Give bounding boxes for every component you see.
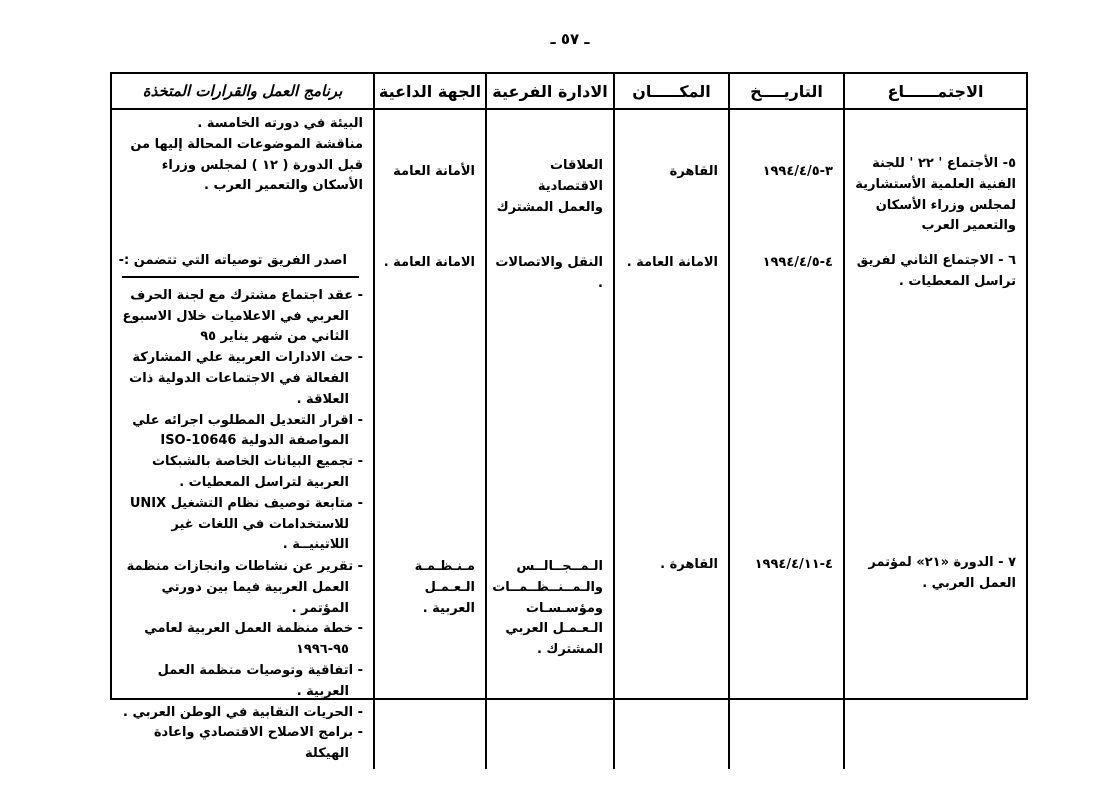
- place-cell: [613, 545, 728, 769]
- page-number: ـ ٥٧ ـ: [550, 30, 590, 48]
- inviting-entity-cell: [373, 245, 485, 545]
- inviting-entity: الأمانة العامة: [393, 164, 475, 179]
- date-cell: [728, 110, 843, 245]
- sub-admin: الـمــجــالــس والـمــنــظــمــات ومؤسـسـات الـعـمـل العربي المشترك .: [492, 559, 603, 658]
- sub-admin: النقل والاتصالات .: [495, 255, 603, 291]
- meetings-table: [110, 72, 1028, 762]
- sub-admin: العلاقات الاقتصادية والعمل المشترك: [496, 158, 603, 215]
- sub-admin-cell: [485, 545, 613, 769]
- place-cell: [613, 245, 728, 545]
- program-item: - تقرير عن نشاطات وانجازات منظمة العمل العربية فيما بين دورتي المؤتمر .: [126, 559, 363, 616]
- date-cell: [728, 545, 843, 769]
- program-items-list: [118, 557, 363, 765]
- sub-admin-cell: [485, 245, 613, 545]
- place-cell: [613, 110, 728, 245]
- program-item: - متابعة توصيف نظام التشغيل UNIX للاستخدامات في اللغات غير اللاتينيــة .: [129, 495, 363, 553]
- header-cell-meeting: الاجتمــــــاع: [843, 74, 1026, 108]
- program-item: - حث الادارات العربية علي المشاركة الفعالة في الاجتماعات الدولية ذات العلاقة .: [129, 350, 363, 407]
- meeting-title: ٦ - الاجتماع الثاني لفريق تراسل المعطيات .: [856, 253, 1016, 289]
- carryover-text: البيئة في دورته الخامسة .: [197, 116, 363, 131]
- meeting-title: ٥- الأجتماع ' ٢٢ ' للجنة الفنية العلمية الأستشارية لمجلس وزراء الأسكان والتعمير العرب: [855, 156, 1016, 234]
- program-item: - عقد اجتماع مشترك مع لجنة الحرف العربي في الاعلاميات خلال الاسبوع الثاني من شهر يناير ٩٥: [122, 287, 363, 345]
- date-cell: [728, 245, 843, 545]
- sub-admin-cell: [485, 110, 613, 245]
- header-cell-sub-admin: الادارة الفرعية: [485, 74, 613, 108]
- table-header-row: [112, 74, 1026, 110]
- program-item: - تجميع البيانات الخاصة بالشبكات العربية لتراسل المعطيات .: [151, 454, 363, 490]
- program-items-list: [118, 286, 363, 556]
- header-cell-program: برنامج العمل والقرارات المتخذة: [142, 82, 343, 100]
- program-intro: مناقشة الموضوعات المحالة إليها من قبل الدورة ( ١٢ ) لمجلس وزراء الأسكان والتعمير العرب .: [130, 136, 363, 194]
- program-item: - اتفاقية وتوصيات منظمة العمل العربية .: [157, 662, 363, 699]
- program-intro: اصدر الفريق توصياته التي تتضمن :-: [118, 253, 347, 268]
- program-item: - برامج الاصلاح الاقتصادي واعادة الهيكلة: [153, 725, 363, 762]
- meeting-place: القاهرة .: [660, 557, 718, 572]
- inviting-entity: الامانة العامة .: [383, 255, 475, 270]
- program-item: - الحريات النقابية في الوطن العربي .: [123, 704, 363, 720]
- program-cell: [112, 545, 373, 769]
- meeting-date: ١٩٩٤/٤/٥-٤: [762, 255, 833, 270]
- recommendations-underline: [122, 276, 359, 278]
- meeting-title: ٧ - الدورة «٢١» لمؤتمر العمل العربي .: [868, 555, 1016, 591]
- meeting-place: الامانة العامة .: [626, 255, 718, 270]
- meeting-cell: [843, 545, 1026, 769]
- inviting-entity: مـنـظـمـة الـعـمـل العربية .: [414, 559, 475, 616]
- header-cell-date: التاريــــخ: [728, 74, 843, 108]
- meeting-date: ١٩٩٤/٤/٥-٣: [762, 164, 833, 179]
- header-cell-place: المكـــــان: [613, 74, 728, 108]
- inviting-entity-cell: [373, 545, 485, 769]
- meeting-date: ١٩٩٤/٤/١١-٤: [754, 557, 833, 572]
- header-cell-inviting: الجهة الداعية: [373, 74, 485, 108]
- table-body: [112, 110, 1026, 762]
- meeting-cell: [843, 245, 1026, 545]
- meeting-cell: [843, 110, 1026, 245]
- program-cell: [112, 110, 373, 245]
- meeting-place: القاهرة: [669, 164, 718, 179]
- program-cell: [112, 245, 373, 553]
- program-item: - خطة منظمة العمل العربية لعامي ٩٥-١٩٩٦: [144, 621, 363, 658]
- program-item: - اقرار التعديل المطلوب اجرائه علي المواصفة الدولية ISO-10646: [132, 412, 363, 449]
- inviting-entity-cell: [373, 110, 485, 245]
